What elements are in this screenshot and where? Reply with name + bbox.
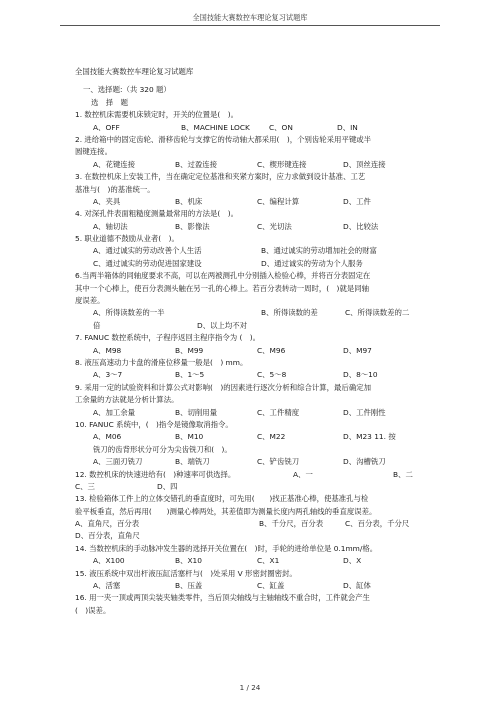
option-b: B、切削用量 (175, 407, 218, 417)
question-options (75, 159, 430, 171)
option-d: D、顶丝连接 (343, 159, 386, 169)
question-options (75, 580, 430, 592)
option-c: C、铲齿铣刀 (257, 457, 300, 467)
option-d: D、以上均不对 (197, 320, 248, 330)
question-stem-continued: 工余量的方法就是分析计算法。 (75, 395, 179, 405)
option-b: B、影像法 (175, 221, 210, 231)
option-c: C、三 (75, 481, 95, 491)
option-a: A、M06 (93, 432, 122, 442)
option-d: D、四 (157, 481, 178, 491)
section-heading: 一、选择题:（共 320 题） (83, 85, 171, 95)
question-stem: 12. 数控机床的快速进给有( )种速率可供选择。 (75, 469, 236, 479)
question-options (75, 122, 430, 134)
question-stem: 2. 进给箱中的固定齿轮、滑移齿轮与支撑它的传动轴大都采用( )，个别齿轮采用平键或半 (75, 134, 372, 144)
option-c: C、M96 (257, 345, 286, 355)
option-b: B、压盖 (175, 581, 203, 591)
option-d: D、工件刚性 (343, 407, 386, 417)
option-b: B、二 (393, 469, 413, 479)
option-a: A、所得读数差的一半 (93, 308, 165, 318)
question-stem: 13. 检验箱体工件上的立体交错孔的垂直度时，可先用( )找正基准心棒，使基准孔与检 (75, 494, 369, 504)
option-c: C、编程计算 (257, 196, 300, 206)
question-stem-continued: 度误差。 (75, 296, 105, 306)
question-options (75, 555, 430, 567)
question-options (75, 196, 430, 208)
option-a: A、加工余量 (93, 407, 136, 417)
option-d: D、比较法 (343, 221, 379, 231)
document-title: 全国技能大赛数控车理论复习试题库 (75, 67, 194, 76)
option-b: B、过盈连接 (175, 159, 218, 169)
option-a: A、M98 (93, 345, 122, 355)
question-options (75, 245, 430, 257)
header-divider (60, 25, 440, 26)
option-c: C、工件精度 (257, 407, 300, 417)
option-c-continued: 倍 (93, 320, 101, 330)
question-options (75, 481, 430, 493)
option-c: C、M22 (257, 432, 286, 442)
option-d: D、缸体 (343, 581, 371, 591)
option-c: C、5～8 (257, 370, 287, 380)
option-a: A、X100 (93, 556, 125, 566)
option-d: D、M97 (343, 345, 372, 355)
question-stem: 5. 职业道德不鼓励从业者( )。 (75, 234, 179, 244)
question-stem-continued: 其中一个心棒上，使百分表测头触在另一孔的心棒上。若百分表转动一周时，( )就是同轴 (75, 283, 370, 293)
option-c: C、光切法 (257, 221, 292, 231)
question-stem-continued: ( )误差。 (75, 605, 111, 615)
option-d: D、IN (337, 122, 358, 132)
question-options (75, 221, 430, 233)
question-stem: 9. 采用一定的试验资料和计算公式对影响( )的因素进行逐次分析和综合计算，最后确定加 (75, 382, 372, 392)
question-stem: 1. 数控机床需要机床锁定时，开关的位置是( )。 (75, 110, 238, 120)
question-options (75, 518, 430, 530)
option-c: C、ON (269, 122, 293, 132)
option-d: D、百分表，直角尺 (75, 531, 140, 541)
option-d: D、沟槽铣刀 (343, 457, 386, 467)
question-stem: 6.当两半箱体的同轴度要求不高，可以在两被测孔中分别插入检验心棒，并将百分表固定在 (75, 271, 371, 281)
option-c: C、X1 (257, 556, 280, 566)
option-a: A、OFF (93, 122, 120, 132)
option-c: C、所得读数差的二 (345, 308, 410, 318)
option-d: D、工件 (343, 196, 371, 206)
document-body (75, 66, 430, 617)
option-b: B、M10 (175, 432, 204, 442)
question-stem-continued: 基准与( )的基准统一。 (75, 184, 155, 194)
subsection-heading: 选 择 题 (91, 97, 128, 107)
question-stem: 15. 液压系统中双出杆液压缸活塞杆与( )处采用 V 形密封圈密封。 (75, 568, 297, 578)
question-options (75, 407, 430, 419)
option-a: A、一 (293, 469, 313, 479)
option-a: A、轴切法 (93, 221, 128, 231)
question-options (75, 345, 430, 357)
question-stem: 铣刀的齿背形状分可分为尖齿铣刀和( )。 (93, 444, 232, 454)
option-c: C、楔形键连接 (257, 159, 307, 169)
page-number: 1 / 24 (239, 683, 261, 692)
option-b: B、X10 (175, 556, 202, 566)
question-stem: 14. 当数控机床的手动脉冲发生器的选择开关位置在( )时，手轮的进给单位是 0.1mm/格。 (75, 543, 378, 553)
option-b: B、所得读数的差 (261, 308, 318, 318)
question-options (75, 307, 430, 319)
question-options (75, 258, 430, 270)
question-stem: 8. 液压高速动力卡盘的滑座位移量一般是( ) mm。 (75, 357, 248, 367)
option-b: B、端铣刀 (175, 457, 210, 467)
question-options (75, 320, 430, 332)
option-a: A、直角尺，百分表 (75, 519, 140, 529)
option-a: A、花键连接 (93, 159, 136, 169)
question-stem: 10. FANUC 系统中，( )指令是镜像取消指令。 (75, 419, 233, 429)
question-options (75, 456, 430, 468)
question-options (75, 431, 430, 443)
option-d: D、8～10 (343, 370, 378, 380)
option-c: C、通过诚实的劳动促进国家建设 (93, 258, 202, 268)
option-d: D、通过诚实的劳动为个人服务 (261, 258, 363, 268)
question-stem: 3. 在数控机床上安装工件，当在确定定位基准和夹紧方案时，应力求做到设计基准、工艺 (75, 172, 366, 182)
option-b: B、M99 (175, 345, 204, 355)
question-options (75, 469, 430, 481)
page-header: 全国技能大赛数控车理论复习试题库 (192, 13, 308, 22)
option-a: A、通过诚实的劳动改善个人生活 (93, 246, 202, 256)
question-stem-continued: 验平板垂直，然后再用( )测量心棒两处，其差值即为测量长度内两孔轴线的垂直度误差。 (75, 506, 377, 516)
question-stem: 4. 对深孔件表面粗糙度测量最常用的方法是( )。 (75, 209, 238, 219)
option-a: A、3～7 (93, 370, 123, 380)
question-options (75, 369, 430, 381)
option-d: D、X (343, 556, 362, 566)
option-d: D、M23 11. 按 (343, 432, 396, 442)
option-a: A、夹具 (93, 196, 121, 206)
option-b: B、1～5 (175, 370, 205, 380)
option-b: B、MACHINE LOCK (181, 122, 250, 132)
option-c: C、百分表，千分尺 (345, 519, 410, 529)
option-a: A、三面刃铣刀 (93, 457, 143, 467)
option-a: A、活塞 (93, 581, 121, 591)
option-b: B、通过诚实的劳动增加社会的财富 (261, 246, 377, 256)
question-stem-continued: 圆键连接。 (75, 147, 112, 157)
option-b: B、机床 (175, 196, 203, 206)
option-b: B、千分尺，百分表 (259, 519, 324, 529)
question-stem: 7. FANUC 数控系统中，子程序返回主程序指令为 ( )。 (75, 333, 261, 343)
question-stem: 16. 用一夹一顶或两顶尖装夹轴类零件，当后顶尖轴线与主轴轴线不重合时，工件就会产生 (75, 593, 370, 603)
option-c: C、缸盖 (257, 581, 285, 591)
